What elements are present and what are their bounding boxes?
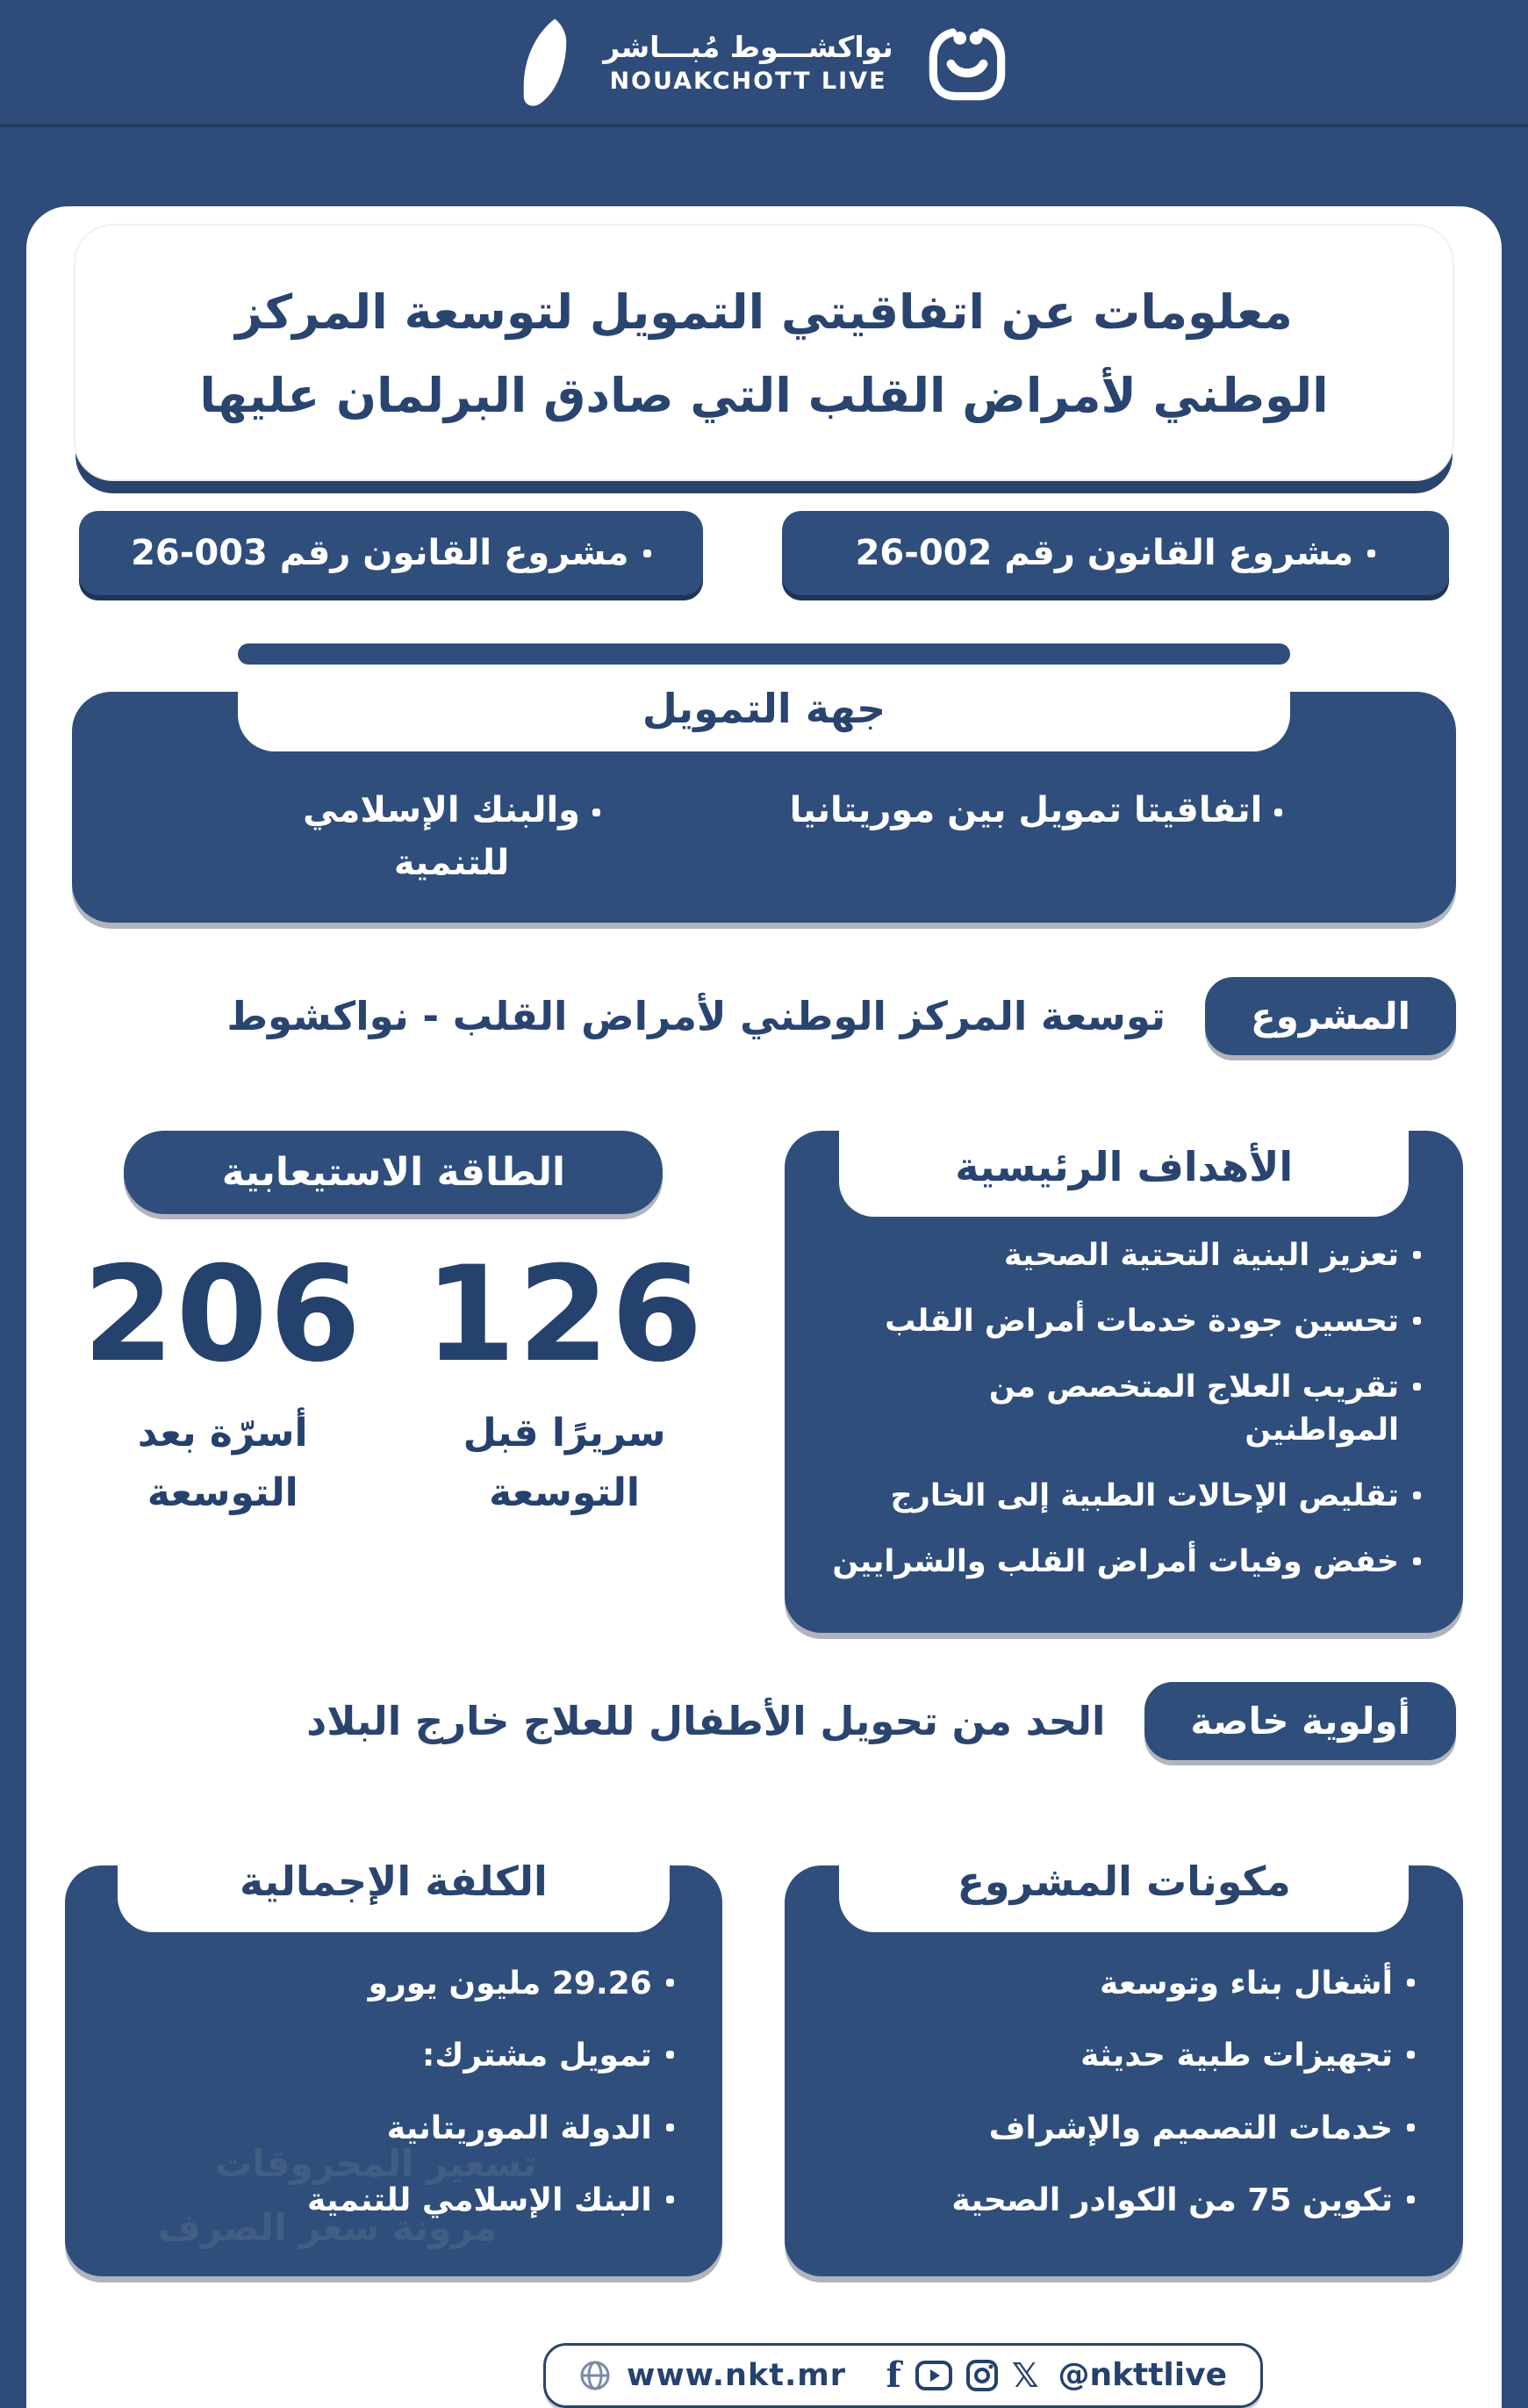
law-002-button[interactable] <box>782 511 1449 595</box>
capacity-before-block <box>406 1239 721 1523</box>
component-text: خدمات التصميم والإشراف <box>988 2110 1393 2146</box>
capacity-after-block <box>65 1239 380 1523</box>
smile-frame-logo-icon <box>927 22 1008 103</box>
funding-top-bar <box>238 643 1290 665</box>
bullet-dot-icon <box>1413 1251 1421 1259</box>
components-heading-tab <box>839 1830 1409 1932</box>
component-item <box>833 2179 1415 2223</box>
brand-english: NOUAKCHOTT LIVE <box>609 67 887 95</box>
funding-section <box>72 685 1456 923</box>
beds-after-caption: أسرّة بعد التوسعة <box>137 1411 308 1516</box>
capacity-heading-pill: الطاقة الاستيعابية <box>124 1131 663 1214</box>
objective-item <box>827 1541 1421 1584</box>
component-item <box>833 1962 1415 2006</box>
bullet-dot-icon <box>1407 2196 1415 2203</box>
objectives-heading-tab <box>839 1117 1409 1217</box>
brand-arabic: نواكشـــوط مُبـــاشر <box>603 29 893 64</box>
bullet-dot-icon <box>643 550 651 557</box>
law-buttons-row <box>63 511 1465 595</box>
project-text: توسعة المركز الوطني لأمراض القلب - نواكشوط <box>226 993 1166 1039</box>
funding-heading: جهة التمويل <box>642 685 886 732</box>
component-item <box>833 2034 1415 2078</box>
bullet-dot-icon <box>1367 550 1375 557</box>
objectives-heading: الأهداف الرئيسية <box>955 1143 1294 1190</box>
priority-row <box>72 1682 1456 1760</box>
objective-text: تقليص الإحالات الطبية إلى الخارج <box>890 1478 1399 1513</box>
header-bar <box>0 0 1528 127</box>
bullet-dot-icon <box>666 1979 674 1987</box>
law-002-label: مشروع القانون رقم 002-26 <box>855 533 1354 573</box>
component-text: تكوين 75 من الكوادر الصحية <box>951 2182 1393 2219</box>
component-item <box>833 2107 1415 2151</box>
page-title-line-2: الوطني لأمراض القلب التي صادق البرلمان عليها <box>199 367 1329 423</box>
objective-item <box>827 1234 1421 1277</box>
funding-heading-tab <box>238 665 1290 751</box>
middle-grid <box>65 1131 1463 1633</box>
cost-text: تمويل مشترك: <box>421 2038 652 2074</box>
priority-text: الحد من تحويل الأطفال للعلاج خارج البلاد <box>306 1698 1106 1744</box>
funding-item-text: اتفاقيتا تمويل بين موريتانيا <box>789 790 1263 830</box>
cost-heading-tab <box>118 1830 670 1932</box>
beds-before-value: 126 <box>424 1239 705 1391</box>
project-row <box>72 977 1456 1055</box>
beds-before-caption: سريرًا قبل التوسعة <box>463 1411 666 1516</box>
bullet-dot-icon <box>1413 1492 1421 1499</box>
brand-text-block <box>603 30 893 95</box>
objective-text: تحسين جودة خدمات أمراض القلب <box>885 1304 1399 1339</box>
law-003-button[interactable] <box>79 511 703 595</box>
law-003-label: مشروع القانون رقم 003-26 <box>131 533 629 573</box>
components-section <box>785 1858 1463 2276</box>
bullet-dot-icon <box>666 2051 674 2059</box>
funding-item <box>246 784 658 889</box>
bullet-dot-icon <box>592 809 600 816</box>
objective-text: تعزيز البنية التحتية الصحية <box>1003 1238 1399 1273</box>
facebook-icon[interactable]: f <box>886 2354 901 2397</box>
instagram-icon[interactable] <box>966 2360 998 2391</box>
website-link[interactable]: www.nkt.mr <box>627 2357 847 2393</box>
bullet-dot-icon <box>1407 2051 1415 2059</box>
bullet-dot-icon <box>1413 1557 1421 1565</box>
page-title-line-1: معلومات عن اتفاقيتي التمويل لتوسعة المركز <box>235 284 1293 340</box>
bullet-dot-icon <box>1413 1317 1421 1325</box>
beds-after-value: 206 <box>82 1239 363 1391</box>
funding-items-row <box>111 784 1417 889</box>
social-handle[interactable]: @nkttlive <box>1058 2357 1227 2394</box>
capacity-numbers <box>65 1239 722 1523</box>
component-text: تجهيزات طبية حديثة <box>1080 2038 1393 2074</box>
objective-text: خفض وفيات أمراض القلب والشرايين <box>832 1544 1399 1579</box>
objectives-section <box>785 1131 1463 1633</box>
globe-icon <box>579 2360 611 2391</box>
objective-text: تقريب العلاج المتخصص من المواطنين <box>988 1369 1399 1448</box>
objective-item <box>827 1366 1421 1452</box>
watermark-line-2: مرونة سعر الصرف <box>158 2206 498 2249</box>
component-text: أشغال بناء وتوسعة <box>1099 1966 1393 2002</box>
priority-badge: أولوية خاصة <box>1144 1682 1456 1760</box>
cost-item <box>113 2034 674 2078</box>
bullet-dot-icon <box>1407 1979 1415 1987</box>
objective-item <box>827 1475 1421 1518</box>
objective-item <box>827 1300 1421 1343</box>
cost-item <box>113 1962 674 2006</box>
youtube-icon[interactable] <box>915 2361 952 2390</box>
x-twitter-icon[interactable]: 𝕏 <box>1011 2355 1039 2395</box>
funding-item-text: والبنك الإسلامي للتنمية <box>303 790 581 883</box>
cost-text: 29.26 مليون يورو <box>368 1966 652 2002</box>
bullet-dot-icon <box>666 2124 674 2131</box>
bullet-dot-icon <box>1407 2124 1415 2131</box>
components-heading: مكونات المشروع <box>957 1858 1291 1905</box>
social-icons-cluster <box>886 2354 1227 2396</box>
cost-heading: الكلفة الإجمالية <box>239 1858 548 1905</box>
cost-text: البنك الإسلامي للتنمية <box>307 2182 652 2219</box>
watermark-line-1: تسعير المحروقات <box>215 2142 537 2185</box>
project-badge: المشروع <box>1205 977 1456 1055</box>
bullet-dot-icon <box>1274 809 1282 816</box>
bullet-dot-icon <box>666 2196 674 2203</box>
bullet-dot-icon <box>1413 1383 1421 1391</box>
capacity-section <box>65 1131 722 1633</box>
title-card <box>74 224 1454 481</box>
content-panel <box>26 206 1502 2408</box>
cost-text: الدولة الموريتانية <box>386 2110 652 2146</box>
footer-bar <box>543 2343 1263 2408</box>
funding-item <box>790 784 1283 837</box>
crescent-logo-icon <box>520 17 570 108</box>
